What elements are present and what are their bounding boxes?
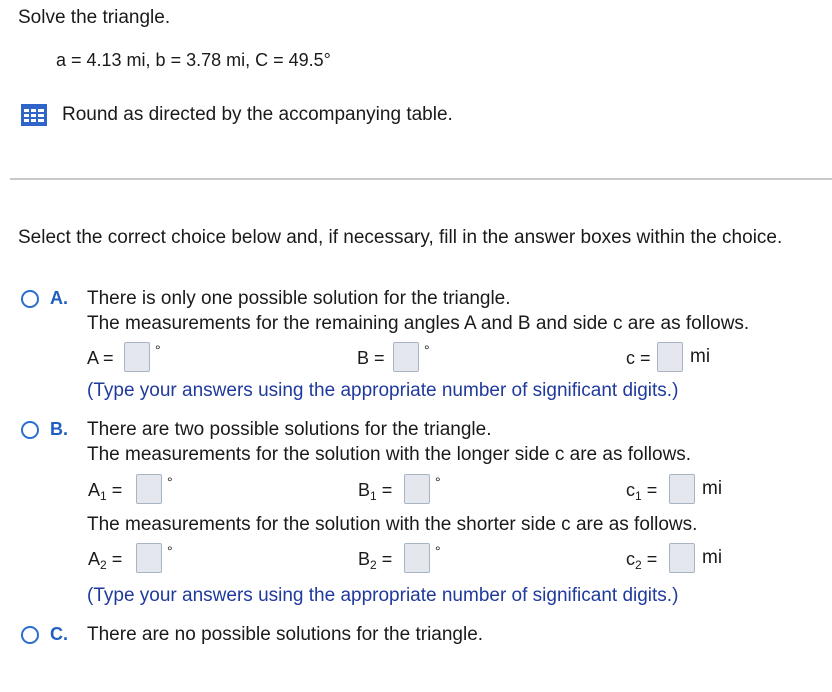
choice-b-A2-input[interactable] (136, 543, 162, 573)
choice-b-c2-label: $c_2$ = (626, 549, 658, 572)
given-values: a = 4.13 mi, b = 3.78 mi, C = 49.5° (56, 50, 331, 70)
choice-b-A1-input[interactable] (136, 474, 162, 504)
choice-a-B-input[interactable] (393, 342, 419, 372)
choice-b-B1-label: $B_1$ = (358, 480, 393, 503)
choice-b-B1-degree: ° (435, 474, 441, 490)
choice-b-c1-unit: mi (702, 478, 723, 499)
choice-b-B2-degree: ° (435, 543, 441, 559)
choice-b-line3: The measurements for the solution with the shorter side c are as follows. (87, 514, 698, 535)
choice-b-B2-input[interactable] (404, 543, 430, 573)
choice-b-c1-input[interactable] (669, 474, 695, 504)
choice-b-A2-label: $A_2$ = (88, 549, 123, 572)
table-grid-icon[interactable] (21, 104, 47, 126)
choice-b-c1-label: $c_1$ = (626, 480, 658, 503)
choice-a-B-label: B = (357, 348, 385, 368)
choice-c-letter: C. (50, 624, 68, 644)
choice-a-A-input[interactable] (124, 342, 150, 372)
choice-b-A1-label: $A_1$ = (88, 480, 123, 503)
choice-b-c2-unit: mi (702, 547, 723, 568)
choice-a-c-label: c = (626, 348, 651, 368)
choice-a-c-unit: mi (690, 346, 711, 367)
table-note: Round as directed by the accompanying table. (62, 104, 453, 125)
choice-a-letter: A. (50, 288, 68, 308)
choice-b-A2-degree: ° (167, 543, 173, 559)
instructions: Select the correct choice below and, if necessary, fill in the answer boxes within the choice. (18, 227, 783, 248)
choice-a-A-label: A = (87, 348, 114, 368)
choice-a-A-degree: ° (155, 342, 161, 358)
choice-b-radio[interactable] (21, 421, 39, 439)
choice-b-line2: The measurements for the solution with the longer side c are as follows. (87, 444, 692, 465)
choice-a-B-degree: ° (424, 342, 430, 358)
choice-b-B1-input[interactable] (404, 474, 430, 504)
choice-a-radio[interactable] (21, 290, 39, 308)
question-title: Solve the triangle. (18, 7, 171, 28)
choice-b-letter: B. (50, 419, 68, 439)
choice-a-line2: The measurements for the remaining angles A and B and side c are as follows. (87, 313, 750, 334)
choice-a-hint: (Type your answers using the appropriate number of significant digits.) (87, 380, 679, 401)
choice-a-c-input[interactable] (657, 342, 683, 372)
choice-c-line1: There are no possible solutions for the triangle. (87, 624, 484, 645)
choice-b-c2-input[interactable] (669, 543, 695, 573)
choice-b-B2-label: $B_2$ = (358, 549, 393, 572)
choice-c-radio[interactable] (21, 626, 39, 644)
divider (10, 178, 832, 180)
choice-b-line1: There are two possible solutions for the triangle. (87, 419, 492, 440)
choice-b-hint: (Type your answers using the appropriate number of significant digits.) (87, 585, 679, 606)
choice-a-line1: There is only one possible solution for the triangle. (87, 288, 511, 309)
choice-b-A1-degree: ° (167, 474, 173, 490)
